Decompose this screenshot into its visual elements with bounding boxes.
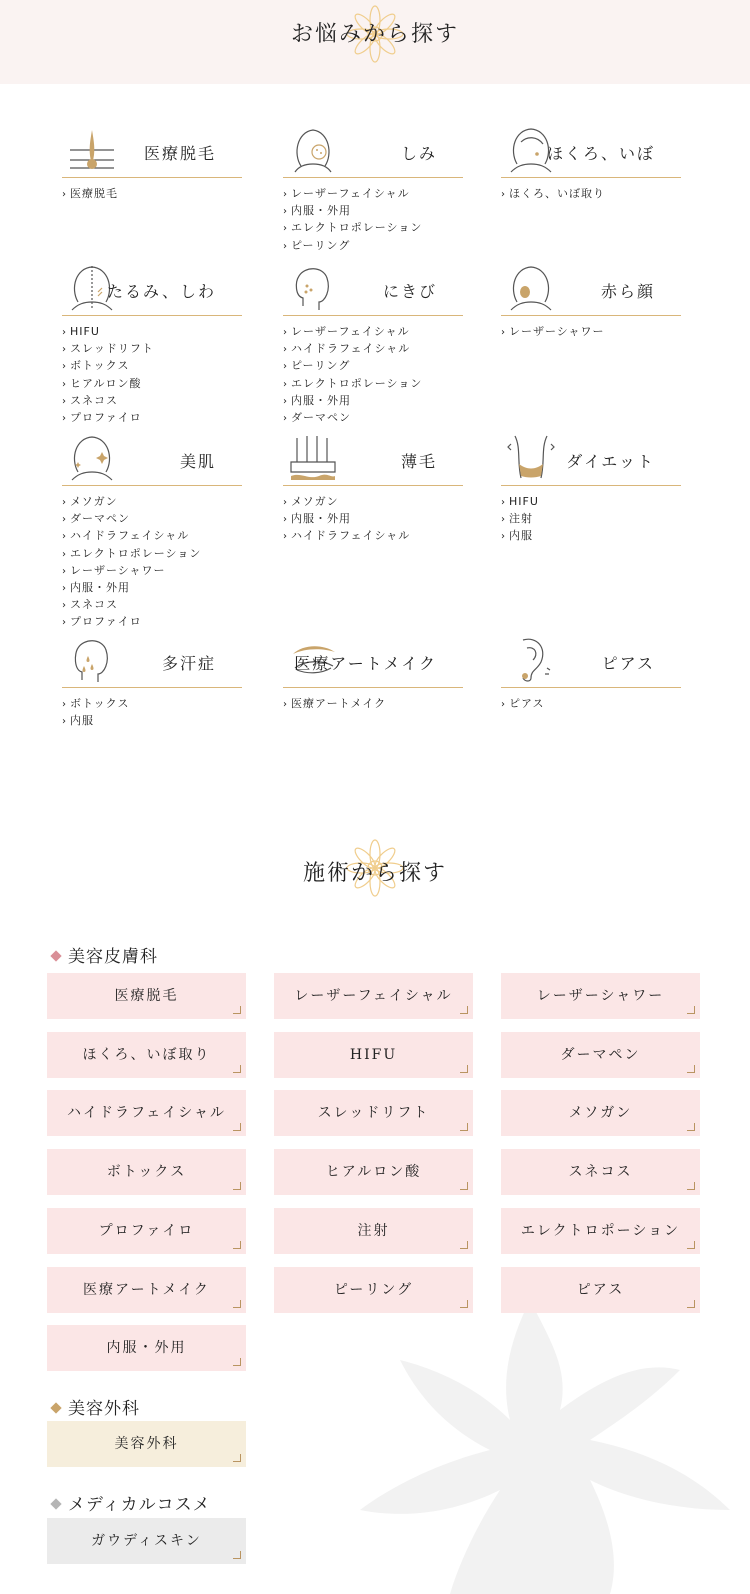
- concern-treatment-label: 内服・外用: [70, 581, 130, 595]
- treatment-button[interactable]: [274, 1090, 473, 1136]
- concern-treatment-label: スレッドリフト: [70, 342, 154, 356]
- chevron-right-icon: ›: [62, 497, 67, 508]
- treatment-button[interactable]: [501, 1267, 700, 1313]
- concern-treatment-list: [501, 324, 681, 341]
- concern-treatment-label: ハイドラフェイシャル: [70, 529, 190, 543]
- concern-title: 美肌: [179, 452, 216, 471]
- concern-treatment-link[interactable]: [62, 597, 242, 614]
- concern-treatment-link[interactable]: [62, 324, 242, 341]
- treatment-button[interactable]: [501, 973, 700, 1019]
- chevron-right-icon: ›: [62, 413, 67, 425]
- concern-treatment-label: メソガン: [291, 495, 339, 508]
- concern-treatment-link[interactable]: [501, 494, 681, 511]
- category-label: 美容皮膚科: [68, 947, 158, 967]
- concern-treatment-label: 注射: [509, 512, 533, 526]
- chevron-right-icon: ›: [283, 395, 288, 407]
- concern-card-header[interactable]: [62, 124, 242, 178]
- corner-arrow-icon: [460, 1065, 468, 1073]
- treatment-button-label: プロファイロ: [98, 1222, 195, 1239]
- chevron-right-icon: ›: [501, 189, 506, 200]
- treatment-button[interactable]: [47, 1518, 246, 1564]
- concern-treatment-link[interactable]: [283, 358, 463, 375]
- concern-treatment-label: 内服: [70, 714, 94, 728]
- treatment-button[interactable]: [274, 1267, 473, 1313]
- concern-treatment-link[interactable]: [283, 341, 463, 358]
- concern-treatment-link[interactable]: [283, 186, 463, 203]
- treatment-button-label: ダーマペン: [560, 1046, 641, 1063]
- chevron-right-icon: ›: [62, 514, 67, 526]
- diamond-bullet-icon: [50, 1498, 61, 1509]
- treatment-button[interactable]: [501, 1149, 700, 1195]
- concern-treatment-label: ピーリング: [291, 359, 351, 373]
- corner-arrow-icon: [687, 1182, 695, 1190]
- concern-treatment-list: [283, 324, 463, 427]
- chevron-right-icon: ›: [283, 413, 288, 425]
- hair-follicle-icon: [68, 124, 116, 174]
- concern-treatment-list: [501, 494, 681, 546]
- treatment-button-label: 医療脱毛: [114, 988, 179, 1004]
- corner-arrow-icon: [233, 1358, 241, 1366]
- treatment-button-label: 医療アートメイク: [83, 1281, 210, 1298]
- chevron-right-icon: ›: [62, 617, 67, 629]
- chevron-right-icon: ›: [283, 206, 288, 218]
- treatment-button[interactable]: [47, 1325, 246, 1371]
- concern-title: 医療脱毛: [143, 144, 216, 163]
- concern-treatment-label: エレクトロポレーション: [70, 546, 202, 560]
- concern-treatment-link[interactable]: [62, 410, 242, 427]
- concern-treatment-label: レーザーフェイシャル: [291, 325, 410, 338]
- treatment-button-label: ピーリング: [333, 1281, 414, 1298]
- concern-treatment-label: ハイドラフェイシャル: [291, 342, 411, 356]
- concern-title: 赤ら顔: [600, 282, 655, 301]
- chevron-right-icon: ›: [283, 514, 288, 526]
- concern-treatment-link[interactable]: [62, 341, 242, 358]
- treatment-button[interactable]: [47, 973, 246, 1019]
- concern-treatment-list: [62, 324, 242, 427]
- corner-arrow-icon: [687, 1300, 695, 1308]
- concern-treatment-label: 医療アートメイク: [291, 697, 387, 710]
- concern-treatment-label: エレクトロポレーション: [291, 376, 423, 390]
- chevron-right-icon: ›: [62, 716, 67, 728]
- chevron-right-icon: ›: [283, 361, 288, 373]
- concern-card[interactable]: [283, 124, 463, 255]
- concern-treatment-list: [501, 186, 681, 203]
- concern-treatment-label: ピーリング: [291, 238, 351, 252]
- treatment-button-label: ハイドラフェイシャル: [66, 1105, 227, 1122]
- concern-treatment-label: 内服: [509, 529, 533, 543]
- treatment-button[interactable]: [47, 1421, 246, 1467]
- background-flower-icon: [320, 1280, 750, 1594]
- treatment-button[interactable]: [274, 1032, 473, 1078]
- concern-title: たるみ、しわ: [107, 282, 216, 301]
- concern-title: ダイエット: [566, 452, 655, 471]
- concern-treatment-label: レーザーシャワー: [509, 325, 605, 338]
- concern-treatment-link[interactable]: [62, 546, 242, 563]
- concern-treatment-list: [62, 494, 242, 632]
- chevron-right-icon: ›: [283, 327, 288, 338]
- chevron-right-icon: ›: [501, 514, 506, 526]
- concern-treatment-link[interactable]: [62, 186, 242, 203]
- concern-treatment-link[interactable]: [283, 696, 463, 713]
- concern-treatment-list: [283, 696, 463, 713]
- concern-treatment-link[interactable]: [62, 358, 242, 375]
- category-heading: [52, 942, 158, 967]
- concern-treatment-label: 内服・外用: [291, 393, 351, 407]
- chevron-right-icon: ›: [62, 344, 67, 356]
- concern-card[interactable]: [501, 634, 681, 713]
- ear-icon: [507, 634, 555, 684]
- chevron-right-icon: ›: [62, 600, 67, 612]
- concern-treatment-link[interactable]: [62, 511, 242, 528]
- chevron-right-icon: ›: [62, 583, 67, 595]
- concern-card[interactable]: [62, 124, 242, 203]
- concern-treatment-link[interactable]: [283, 220, 463, 237]
- chevron-right-icon: ›: [62, 189, 67, 200]
- concern-treatment-link[interactable]: [501, 324, 681, 341]
- concern-treatment-label: レーザーフェイシャル: [291, 187, 410, 200]
- concern-card-header[interactable]: [501, 432, 681, 486]
- concern-treatment-label: スネコス: [70, 393, 118, 407]
- treatment-button-label: メソガン: [568, 1105, 633, 1122]
- treatment-button[interactable]: [47, 1208, 246, 1254]
- treatment-button-label: 内服・外用: [106, 1340, 187, 1357]
- corner-arrow-icon: [687, 1123, 695, 1131]
- treatment-button-label: ガウディスキン: [91, 1533, 202, 1549]
- concern-treatment-link[interactable]: [62, 393, 242, 410]
- concern-treatment-label: プロファイロ: [70, 411, 142, 425]
- treatment-button[interactable]: [47, 1090, 246, 1136]
- corner-arrow-icon: [233, 1551, 241, 1559]
- concern-treatment-label: ダーマペン: [70, 512, 130, 526]
- concern-card[interactable]: [283, 262, 463, 427]
- category-heading: [52, 1490, 211, 1515]
- diamond-bullet-icon: [50, 1402, 61, 1413]
- concern-card[interactable]: [62, 634, 242, 730]
- face-sparkle-icon: [68, 432, 116, 482]
- concern-treatment-link[interactable]: [501, 528, 681, 545]
- treatment-button-label: レーザーフェイシャル: [294, 988, 453, 1004]
- concern-card-header[interactable]: [501, 124, 681, 178]
- treatment-button[interactable]: [47, 1032, 246, 1078]
- concern-treatment-label: ダーマペン: [291, 411, 351, 425]
- concern-treatment-list: [283, 186, 463, 255]
- concern-card[interactable]: [62, 432, 242, 632]
- corner-arrow-icon: [687, 1241, 695, 1249]
- scalp-hair-icon: [289, 432, 337, 482]
- chevron-right-icon: ›: [283, 189, 288, 200]
- concern-title: にきび: [382, 282, 437, 301]
- corner-arrow-icon: [233, 1065, 241, 1073]
- chevron-right-icon: ›: [62, 548, 67, 560]
- corner-arrow-icon: [460, 1006, 468, 1014]
- concern-card[interactable]: [501, 432, 681, 546]
- treatment-button-label: ボトックス: [106, 1164, 187, 1181]
- concern-treatment-list: [501, 696, 681, 713]
- concern-treatment-link[interactable]: [62, 713, 242, 730]
- concern-card[interactable]: [62, 262, 242, 427]
- concern-treatment-link[interactable]: [62, 614, 242, 631]
- chevron-right-icon: ›: [501, 531, 506, 543]
- category-label: 美容外科: [68, 1399, 140, 1419]
- concern-treatment-link[interactable]: [283, 511, 463, 528]
- face-acne-icon: [289, 262, 337, 312]
- concern-card-header[interactable]: [62, 634, 242, 688]
- corner-arrow-icon: [233, 1454, 241, 1462]
- concern-treatment-label: 内服・外用: [291, 512, 351, 526]
- concern-treatment-link[interactable]: [62, 376, 242, 393]
- concern-treatment-label: HIFU: [70, 325, 100, 338]
- chevron-right-icon: ›: [501, 699, 506, 710]
- concern-treatment-link[interactable]: [62, 494, 242, 511]
- concern-treatment-link[interactable]: [62, 563, 242, 580]
- concern-card[interactable]: [283, 634, 463, 713]
- treatment-button[interactable]: [274, 1208, 473, 1254]
- treatment-button-label: レーザーシャワー: [536, 988, 665, 1004]
- treatment-button[interactable]: [501, 1090, 700, 1136]
- chevron-right-icon: ›: [283, 344, 288, 356]
- corner-arrow-icon: [687, 1065, 695, 1073]
- treatment-button-label: 注射: [357, 1222, 390, 1239]
- chevron-right-icon: ›: [62, 699, 67, 710]
- concern-treatment-link[interactable]: [283, 410, 463, 427]
- waist-icon: [507, 432, 555, 482]
- chevron-right-icon: ›: [62, 531, 67, 543]
- category-label: メディカルコスメ: [68, 1495, 211, 1515]
- face-redness-icon: [507, 262, 555, 312]
- concern-treatment-link[interactable]: [283, 528, 463, 545]
- concern-treatment-label: メソガン: [70, 495, 118, 508]
- corner-arrow-icon: [233, 1006, 241, 1014]
- chevron-right-icon: ›: [62, 327, 67, 338]
- concern-treatment-list: [62, 186, 242, 203]
- treatment-button[interactable]: [47, 1149, 246, 1195]
- treatment-button-label: ほくろ、いぼ取り: [82, 1046, 211, 1063]
- treatment-button[interactable]: [501, 1208, 700, 1254]
- concern-card-header[interactable]: [283, 634, 463, 688]
- chevron-right-icon: ›: [283, 497, 288, 508]
- concern-treatment-list: [283, 494, 463, 546]
- concern-treatment-link[interactable]: [283, 203, 463, 220]
- chevron-right-icon: ›: [62, 378, 67, 390]
- concern-treatment-link[interactable]: [62, 696, 242, 713]
- treatment-button-label: スネコス: [568, 1164, 633, 1181]
- corner-arrow-icon: [460, 1300, 468, 1308]
- concern-card-header[interactable]: [62, 262, 242, 316]
- concern-treatment-label: エレクトロポレーション: [291, 221, 423, 235]
- treatment-button-label: エレクトロポーション: [520, 1222, 681, 1239]
- concern-treatment-label: ヒアルロン酸: [70, 376, 142, 390]
- corner-arrow-icon: [460, 1123, 468, 1131]
- concern-card[interactable]: [501, 124, 681, 203]
- concern-treatment-label: HIFU: [509, 495, 539, 508]
- concern-card-header[interactable]: [501, 634, 681, 688]
- concern-treatment-label: ボトックス: [70, 359, 130, 373]
- treatment-button[interactable]: [501, 1032, 700, 1078]
- chevron-right-icon: ›: [501, 497, 506, 508]
- concern-treatment-label: 内服・外用: [291, 204, 351, 218]
- chevron-right-icon: ›: [283, 240, 288, 252]
- treatment-button-label: ピアス: [576, 1281, 625, 1298]
- concern-card-header[interactable]: [283, 432, 463, 486]
- concern-treatment-label: 医療脱毛: [70, 187, 118, 200]
- chevron-right-icon: ›: [62, 395, 67, 407]
- concern-treatment-label: プロファイロ: [70, 615, 142, 629]
- corner-arrow-icon: [233, 1123, 241, 1131]
- treatment-button[interactable]: [274, 973, 473, 1019]
- concern-card-header[interactable]: [283, 124, 463, 178]
- treatment-button-label: 美容外科: [114, 1436, 179, 1452]
- concern-treatment-link[interactable]: [62, 580, 242, 597]
- chevron-right-icon: ›: [283, 531, 288, 543]
- concern-card-header[interactable]: [283, 262, 463, 316]
- concern-treatment-label: ピアス: [509, 697, 545, 710]
- chevron-right-icon: ›: [283, 223, 288, 235]
- concern-treatment-link[interactable]: [62, 528, 242, 545]
- concern-card-header[interactable]: [501, 262, 681, 316]
- chevron-right-icon: ›: [283, 699, 288, 710]
- concern-card[interactable]: [501, 262, 681, 341]
- concern-card-header[interactable]: [62, 432, 242, 486]
- treatment-section-title: 施術から探す: [302, 861, 447, 886]
- concern-treatment-link[interactable]: [501, 511, 681, 528]
- concern-title: 薄毛: [400, 452, 437, 471]
- concern-treatment-label: レーザーシャワー: [70, 563, 166, 577]
- concern-treatment-label: ハイドラフェイシャル: [291, 529, 411, 543]
- concern-title: ほくろ、いぼ: [546, 144, 655, 163]
- face-spot-icon: [289, 124, 337, 174]
- corner-arrow-icon: [687, 1006, 695, 1014]
- concern-treatment-link[interactable]: [283, 494, 463, 511]
- concern-treatment-link[interactable]: [501, 696, 681, 713]
- concern-treatment-link[interactable]: [283, 376, 463, 393]
- concern-treatment-link[interactable]: [501, 186, 681, 203]
- corner-arrow-icon: [233, 1182, 241, 1190]
- corner-arrow-icon: [460, 1182, 468, 1190]
- concern-title: 多汗症: [161, 654, 216, 673]
- concern-title: しみ: [400, 144, 437, 163]
- sweat-icon: [68, 634, 116, 684]
- concern-treatment-list: [62, 696, 242, 730]
- corner-arrow-icon: [233, 1241, 241, 1249]
- treatment-button-label: スレッドリフト: [317, 1105, 430, 1122]
- concern-treatment-link[interactable]: [283, 324, 463, 341]
- concern-treatment-label: ほくろ、いぼ取り: [509, 187, 605, 200]
- treatment-button[interactable]: [274, 1149, 473, 1195]
- concern-section-title: お悩みから探す: [290, 22, 459, 47]
- corner-arrow-icon: [460, 1241, 468, 1249]
- concern-treatment-link[interactable]: [283, 393, 463, 410]
- treatment-button-label: HIFU: [349, 1046, 398, 1063]
- concern-treatment-label: ボトックス: [70, 697, 130, 710]
- concern-title: ピアス: [601, 654, 655, 673]
- chevron-right-icon: ›: [62, 361, 67, 373]
- concern-title: 医療アートメイク: [294, 654, 437, 673]
- diamond-bullet-icon: [50, 950, 61, 961]
- chevron-right-icon: ›: [283, 378, 288, 390]
- treatment-button-label: ヒアルロン酸: [325, 1164, 422, 1181]
- category-heading: [52, 1394, 140, 1419]
- treatment-button[interactable]: [47, 1267, 246, 1313]
- chevron-right-icon: ›: [62, 565, 67, 577]
- corner-arrow-icon: [233, 1300, 241, 1308]
- concern-card[interactable]: [283, 432, 463, 546]
- chevron-right-icon: ›: [501, 327, 506, 338]
- concern-treatment-link[interactable]: [283, 238, 463, 255]
- concern-treatment-label: スネコス: [70, 598, 118, 612]
